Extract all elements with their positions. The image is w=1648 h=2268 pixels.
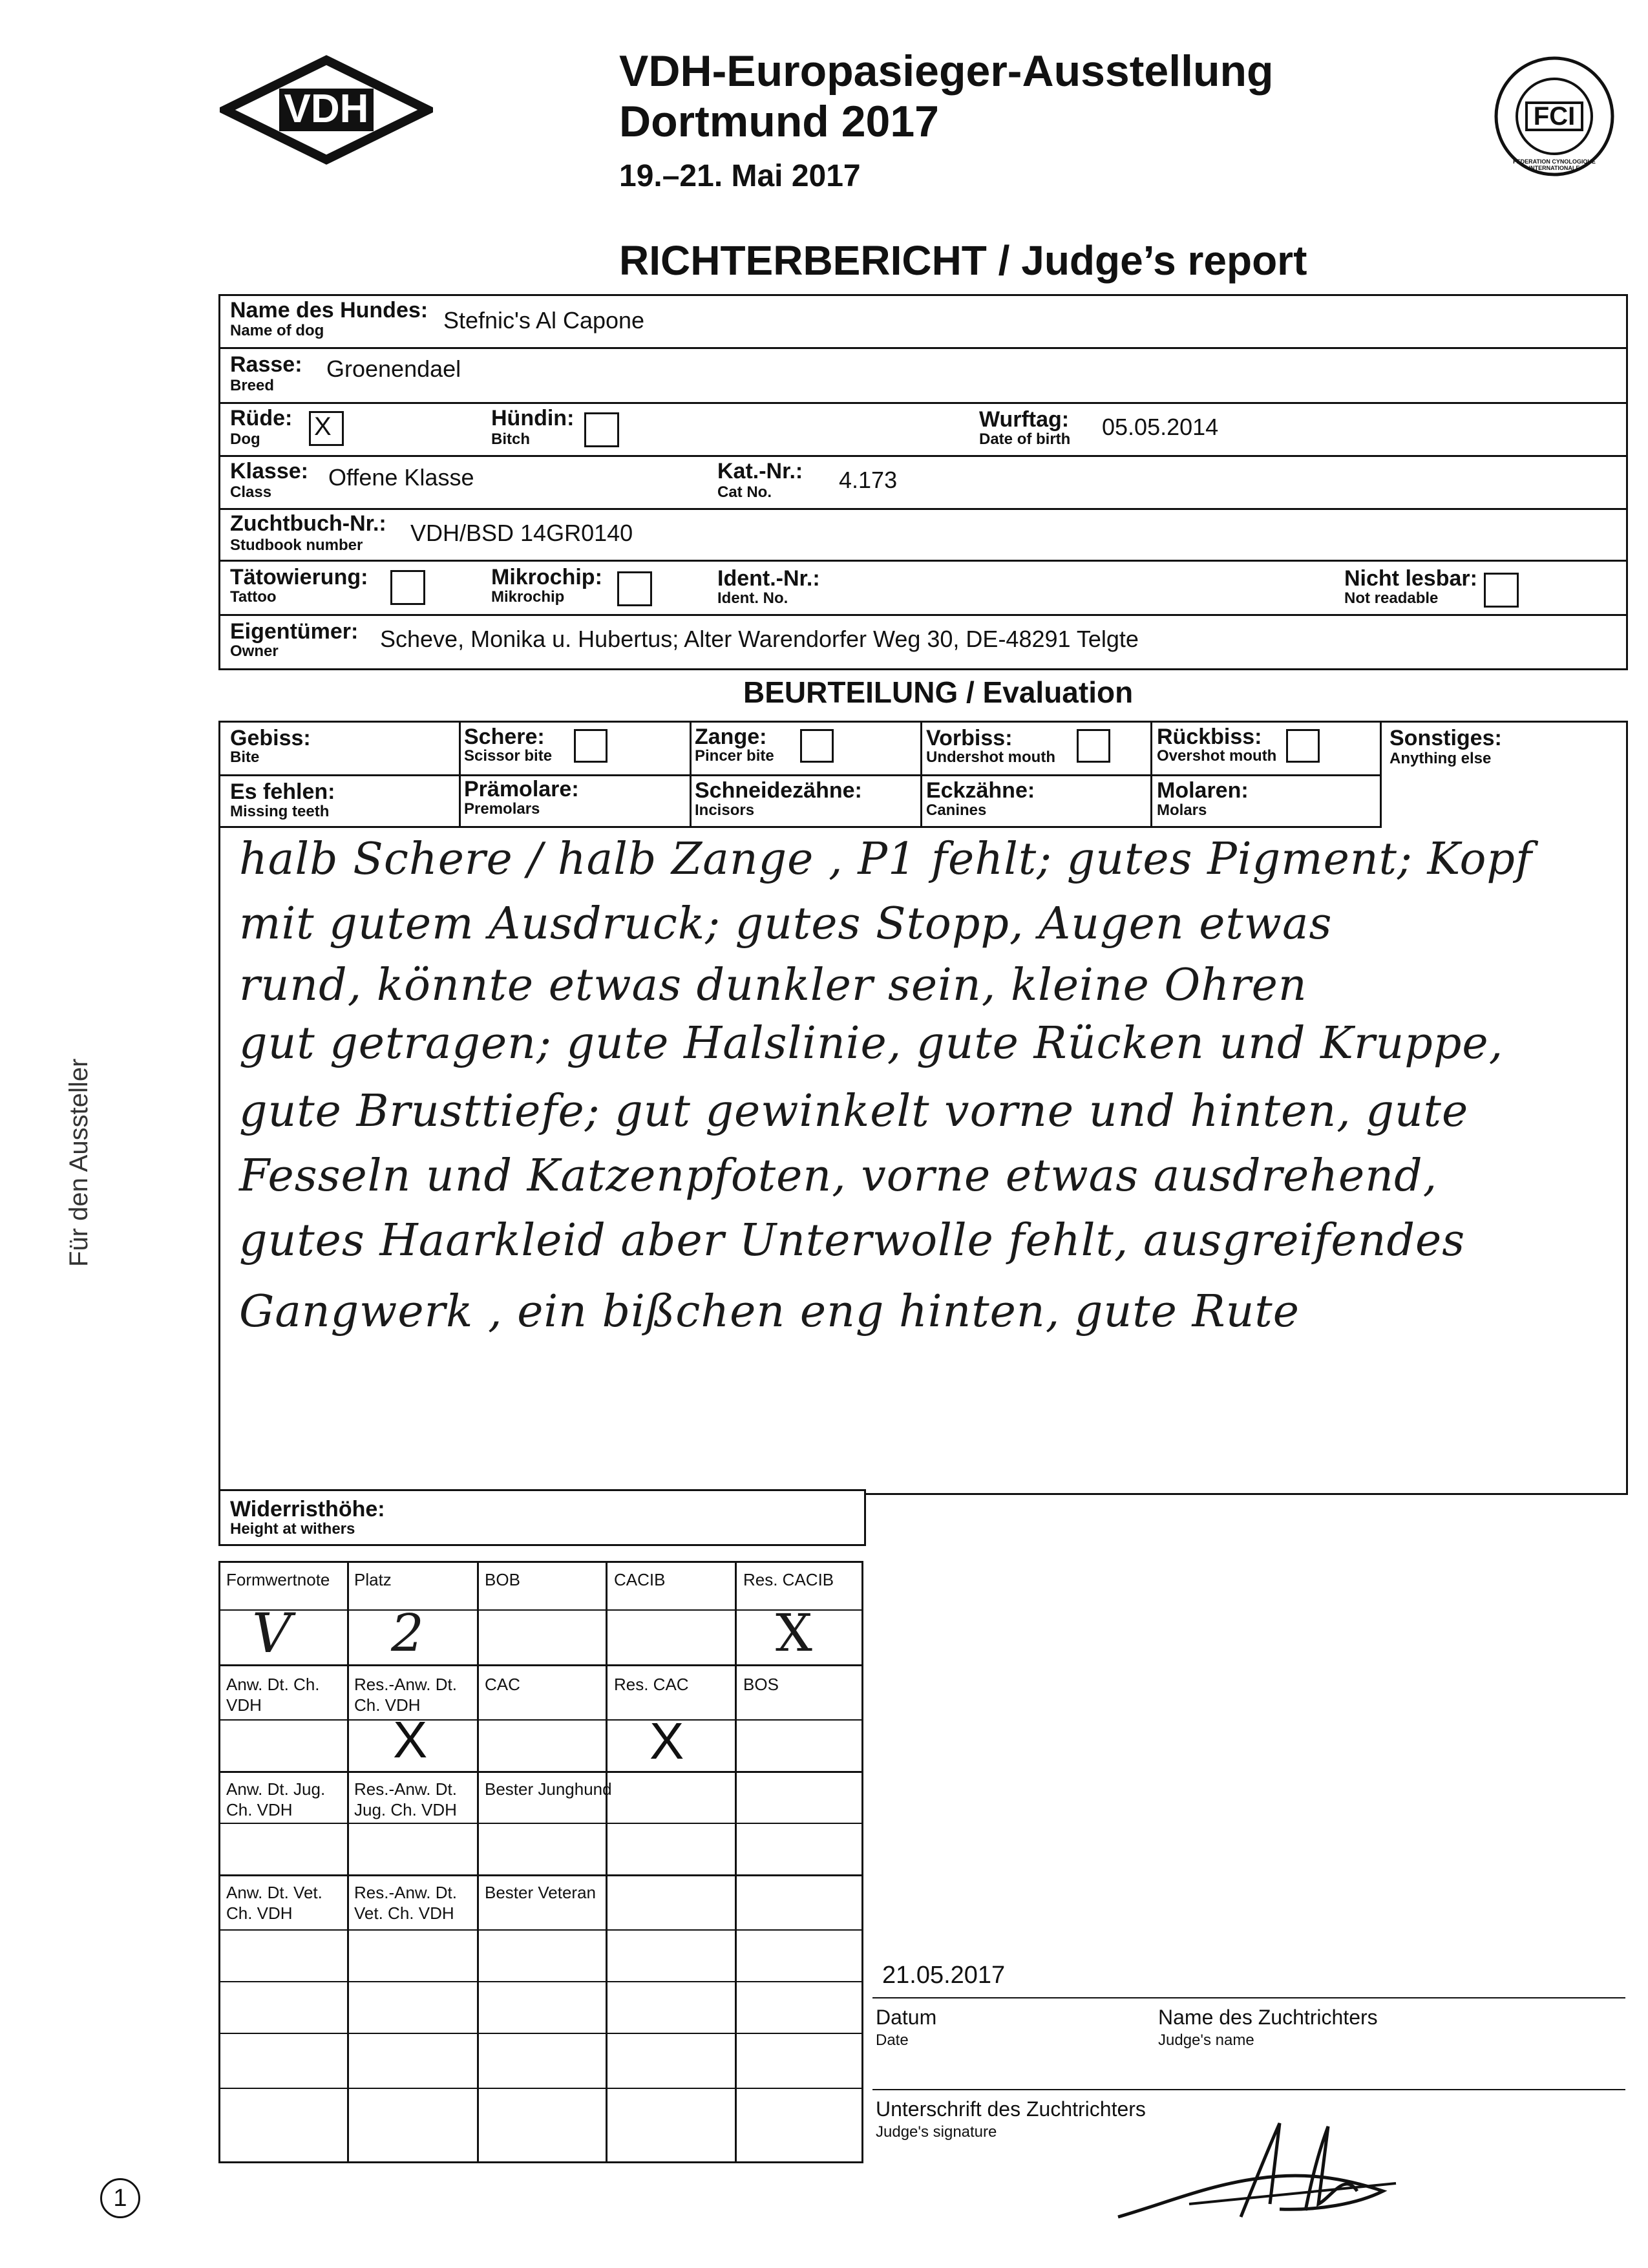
- divider: [218, 1771, 861, 1773]
- divider: [218, 1609, 861, 1611]
- other-sublabel: Anything else: [1389, 750, 1492, 767]
- cat-sublabel: Cat No.: [717, 483, 772, 501]
- cat-label: Kat.-Nr.:: [717, 459, 803, 483]
- missing-sublabel: Missing teeth: [230, 803, 330, 820]
- male-label: Rüde:: [230, 406, 293, 430]
- dob-label: Wurftag:: [979, 407, 1070, 432]
- tattoo-sublabel: Tattoo: [230, 588, 277, 606]
- undershot-label: Vorbiss:: [926, 726, 1013, 750]
- molars-label: Molaren:: [1157, 778, 1249, 803]
- premolars-label: Prämolare:: [464, 777, 579, 801]
- bite-sublabel: Bite: [230, 748, 260, 766]
- unreadable-sublabel: Not readable: [1344, 589, 1439, 607]
- handwritten-line-2: mit gutem Ausdruck; gutes Stopp, Augen etwas: [239, 898, 1333, 949]
- male-sublabel: Dog: [230, 430, 260, 448]
- divider: [218, 1981, 861, 1982]
- ident-sublabel: Ident. No.: [717, 589, 788, 607]
- molars-sublabel: Molars: [1157, 801, 1207, 819]
- grid-header-anw-dt-vet: Anw. Dt. Vet. Ch. VDH: [226, 1883, 322, 1923]
- grid-header-bester-veteran: Bester Veteran: [485, 1883, 596, 1902]
- pincer-sublabel: Pincer bite: [695, 747, 774, 765]
- canines-sublabel: Canines: [926, 801, 987, 819]
- other-label: Sonstiges:: [1389, 726, 1502, 750]
- dob-sublabel: Date of birth: [979, 430, 1071, 448]
- studbook-sublabel: Studbook number: [230, 536, 363, 554]
- grid-header-res-anw-dt-ch: Res.-Anw. Dt. Ch. VDH: [354, 1675, 457, 1715]
- divider: [477, 1561, 479, 2161]
- undershot-sublabel: Undershot mouth: [926, 748, 1055, 766]
- pincer-checkbox[interactable]: [800, 729, 834, 763]
- overshot-sublabel: Overshot mouth: [1157, 747, 1277, 765]
- divider: [1150, 721, 1152, 826]
- breed-sublabel: Breed: [230, 377, 275, 394]
- judge-name-sublabel: Judge's name: [1158, 2031, 1254, 2049]
- divider: [1380, 721, 1382, 826]
- missing-label: Es fehlen:: [230, 779, 335, 804]
- date-label: Datum: [876, 2006, 937, 2029]
- grid-header-res-cac: Res. CAC: [614, 1675, 689, 1694]
- vdh-logo: [220, 55, 433, 165]
- dog-name-label: Name des Hundes:: [230, 298, 428, 323]
- grid-value-res-cac: X: [650, 1712, 684, 1770]
- award-grid: [218, 1561, 863, 2163]
- divider: [218, 1664, 861, 1666]
- signature-label: Unterschrift des Zuchtrichters: [876, 2097, 1146, 2121]
- event-title: VDH-Europasieger-Ausstellung: [619, 47, 1274, 96]
- grid-header-formwertnote: Formwertnote: [226, 1570, 330, 1589]
- chip-label: Mikrochip:: [491, 565, 602, 589]
- canines-label: Eckzähne:: [926, 778, 1035, 803]
- judge-signature: [1112, 2107, 1448, 2236]
- owner-label: Eigentümer:: [230, 619, 359, 644]
- date-sublabel: Date: [876, 2031, 909, 2049]
- divider: [218, 2033, 861, 2034]
- handwritten-line-1: halb Schere / halb Zange , P1 fehlt; gutes Pigment; Kopf: [239, 834, 1533, 885]
- divider: [218, 2088, 861, 2089]
- owner-sublabel: Owner: [230, 642, 279, 660]
- signature-sublabel: Judge's signature: [876, 2123, 997, 2141]
- divider: [218, 826, 1382, 828]
- withers-label: Widerristhöhe:: [230, 1497, 385, 1521]
- undershot-checkbox[interactable]: [1077, 729, 1110, 763]
- overshot-label: Rückbiss:: [1157, 725, 1262, 749]
- vdh-logo-text: VDH: [284, 87, 369, 131]
- handwritten-line-7: gutes Haarkleid aber Unterwolle fehlt, ausgreifendes: [239, 1215, 1466, 1266]
- cat-value: 4.173: [839, 467, 898, 493]
- chip-checkbox[interactable]: [617, 571, 652, 606]
- divider: [218, 1719, 861, 1721]
- report-title: RICHTERBERICHT / Judge’s report: [619, 237, 1307, 284]
- bite-label: Gebiss:: [230, 726, 311, 750]
- tattoo-checkbox[interactable]: [390, 570, 425, 605]
- class-sublabel: Class: [230, 483, 272, 501]
- chip-sublabel: Mikrochip: [491, 588, 565, 606]
- evaluation-title: BEURTEILUNG / Evaluation: [743, 675, 1134, 709]
- fci-logo: [1493, 55, 1616, 178]
- pincer-label: Zange:: [695, 725, 767, 749]
- incisors-sublabel: Incisors: [695, 801, 755, 819]
- grid-header-anw-dt-jug: Anw. Dt. Jug. Ch. VDH: [226, 1779, 326, 1819]
- handwritten-line-6: Fesseln und Katzenpfoten, vorne etwas ausdrehend,: [239, 1150, 1438, 1202]
- grid-header-cacib: CACIB: [614, 1570, 666, 1589]
- divider: [218, 1823, 861, 1824]
- divider: [218, 1874, 861, 1876]
- page-number-badge: [100, 2178, 140, 2218]
- dob-value: 05.05.2014: [1102, 414, 1219, 440]
- studbook-label: Zuchtbuch-Nr.:: [230, 511, 386, 536]
- tattoo-label: Tätowierung:: [230, 565, 368, 589]
- signature-line: [872, 2089, 1625, 2090]
- divider: [218, 455, 1628, 457]
- judge-name-label: Name des Zuchtrichters: [1158, 2006, 1378, 2029]
- class-value: Offene Klasse: [328, 464, 474, 491]
- event-dates: 19.–21. Mai 2017: [619, 159, 861, 193]
- grid-header-cac: CAC: [485, 1675, 520, 1694]
- divider: [218, 402, 1628, 404]
- incisors-label: Schneidezähne:: [695, 778, 862, 803]
- dog-name-value: Stefnic's Al Capone: [443, 307, 645, 334]
- scissor-checkbox[interactable]: [574, 729, 607, 763]
- grid-value-platz: 2: [391, 1603, 425, 1663]
- female-sublabel: Bitch: [491, 430, 530, 448]
- female-label: Hündin:: [491, 406, 575, 430]
- divider: [218, 1929, 861, 1931]
- grid-header-res-anw-dt-jug: Res.-Anw. Dt. Jug. Ch. VDH: [354, 1779, 457, 1819]
- withers-sublabel: Height at withers: [230, 1520, 355, 1538]
- fci-ring-text: FEDERATION CYNOLOGIQUE INTERNATIONALE: [1513, 158, 1596, 171]
- studbook-value: VDH/BSD 14GR0140: [410, 520, 633, 546]
- divider: [735, 1561, 737, 2161]
- unreadable-checkbox[interactable]: [1484, 573, 1519, 608]
- grid-header-bob: BOB: [485, 1570, 520, 1589]
- page-number: 1: [113, 2185, 127, 2212]
- date-line: [872, 1997, 1625, 1998]
- divider: [347, 1561, 349, 2161]
- divider: [218, 560, 1628, 562]
- breed-value: Groenendael: [326, 355, 461, 382]
- class-label: Klasse:: [230, 459, 308, 483]
- male-checkbox-mark: X: [314, 412, 332, 441]
- owner-value: Scheve, Monika u. Hubertus; Alter Warendorfer Weg 30, DE-48291 Telgte: [380, 626, 1139, 652]
- side-text-exhibitor: Für den Aussteller: [65, 1058, 93, 1267]
- scissor-sublabel: Scissor bite: [464, 747, 553, 765]
- handwritten-line-3: rund, könnte etwas dunkler sein, kleine Ohren: [239, 960, 1307, 1011]
- ident-label: Ident.-Nr.:: [717, 566, 820, 591]
- grid-header-res-cacib: Res. CACIB: [743, 1570, 834, 1589]
- handwritten-line-5: gute Brusttiefe; gut gewinkelt vorne und hinten, gute: [239, 1086, 1469, 1137]
- handwritten-line-8: Gangwerk , ein bißchen eng hinten, gute Rute: [239, 1286, 1300, 1337]
- fci-logo-text: FCI: [1533, 102, 1576, 131]
- grid-value-formwertnote: V: [252, 1602, 292, 1665]
- dog-name-sublabel: Name of dog: [230, 322, 324, 339]
- event-location: Dortmund 2017: [619, 97, 939, 146]
- female-checkbox[interactable]: [584, 412, 619, 447]
- divider: [690, 721, 692, 826]
- divider: [606, 1561, 607, 2161]
- grid-value-res-cacib: X: [776, 1603, 813, 1663]
- report-date: 21.05.2017: [882, 1962, 1006, 1989]
- grid-header-bester-junghund: Bester Junghund: [485, 1779, 612, 1799]
- unreadable-label: Nicht lesbar:: [1344, 566, 1477, 591]
- divider: [218, 614, 1628, 616]
- grid-header-res-anw-dt-vet: Res.-Anw. Dt. Vet. Ch. VDH: [354, 1883, 457, 1923]
- divider: [218, 347, 1628, 349]
- divider: [459, 721, 461, 826]
- overshot-checkbox[interactable]: [1286, 729, 1320, 763]
- grid-header-bos: BOS: [743, 1675, 779, 1694]
- divider: [218, 774, 1382, 776]
- breed-label: Rasse:: [230, 352, 302, 377]
- handwritten-line-4: gut getragen; gute Halslinie, gute Rücken und Kruppe,: [239, 1018, 1504, 1069]
- premolars-sublabel: Premolars: [464, 800, 540, 818]
- scissor-label: Schere:: [464, 725, 545, 749]
- grid-value-res-anw-dt-ch: X: [393, 1711, 428, 1768]
- grid-header-anw-dt-ch: Anw. Dt. Ch. VDH: [226, 1675, 320, 1715]
- divider: [920, 721, 922, 826]
- grid-header-platz: Platz: [354, 1570, 392, 1589]
- divider: [218, 508, 1628, 510]
